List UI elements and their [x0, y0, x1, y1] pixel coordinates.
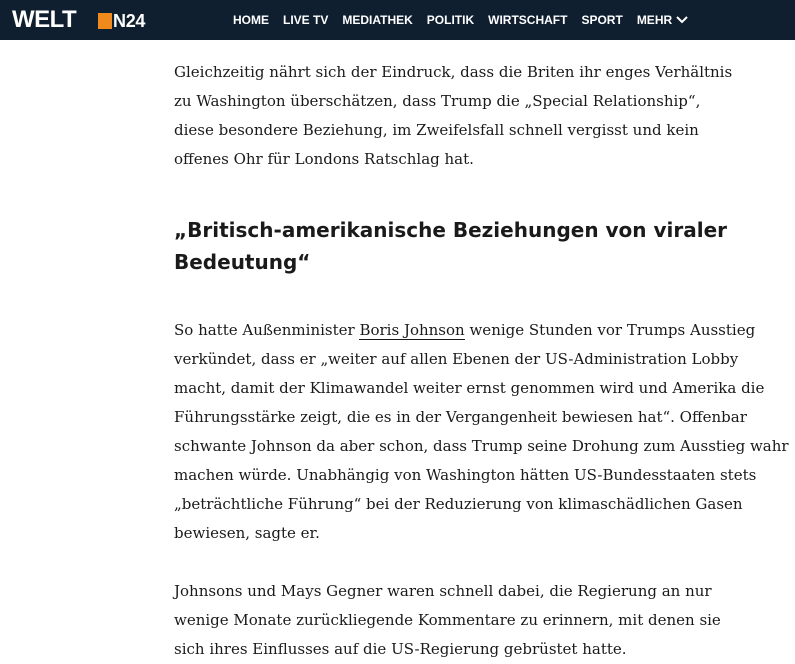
section-heading-line-2: Bedeutung“	[174, 250, 311, 274]
nav-item-live-tv[interactable]: LIVE TV	[283, 13, 329, 27]
main-nav	[233, 0, 702, 40]
paragraph-2	[174, 316, 794, 548]
n24-logo[interactable]	[98, 10, 145, 31]
boris-johnson-link[interactable]: Boris Johnson	[359, 321, 465, 339]
section-heading	[174, 214, 794, 278]
top-navigation-bar	[0, 0, 795, 40]
paragraph-1: Gleichzeitig nährt sich der Eindruck, dass die Briten ihr enges Verhältnis zu Washington überschätzen, dass Trump die „Special Relationship“, diese besondere Beziehung, im Zweifelsfall schnell vergisst und kein offenes Ohr für Londons Ratschlag hat.	[174, 63, 733, 168]
chevron-down-icon	[676, 16, 688, 24]
paragraph-2-text-end: wenige Stunden vor Trumps Ausstieg verkündet, dass er „weiter auf allen Ebenen der US-Administration Lobby macht, damit der Klimawandel weiter ernst genommen wird und Amerika die Führungsstärke zeigt, die es in der Vergangenheit bewiesen hat“. Offenbar schwante Johnson da aber schon, dass Trump seine Drohung zum Ausstieg wahr machen würde. Unabhängig von Washington hätten US-Bundesstaaten stets „beträchtliche Führung“ bei der Reduzierung von klimaschädlichen Gasen bewiesen, sagte er.	[174, 321, 789, 542]
nav-item-mediathek[interactable]: MEDIATHEK	[342, 13, 413, 27]
n24-logo-box	[98, 13, 112, 29]
paragraph-2-text-start: So hatte Außenminister	[174, 321, 360, 339]
paragraph-3: Johnsons und Mays Gegner waren schnell dabei, die Regierung an nur wenige Monate zurückliegende Kommentare zu erinnern, mit denen sie sich ihres Einflusses auf die US-Regierung gebrüstet hatte.	[174, 582, 721, 658]
article-body	[174, 58, 794, 664]
nav-more-label: MEHR	[636, 13, 673, 27]
nav-item-politik[interactable]: POLITIK	[426, 13, 475, 27]
section-heading-line-1: „Britisch-amerikanische Beziehungen von viraler	[174, 218, 728, 242]
n24-logo-text: N24	[113, 10, 146, 31]
nav-item-wirtschaft[interactable]: WIRTSCHAFT	[488, 13, 568, 27]
nav-item-home[interactable]: HOME	[233, 13, 269, 27]
nav-more-menu[interactable]	[637, 13, 688, 27]
welt-logo[interactable]: WELT	[12, 6, 77, 33]
nav-item-sport[interactable]: SPORT	[581, 13, 623, 27]
